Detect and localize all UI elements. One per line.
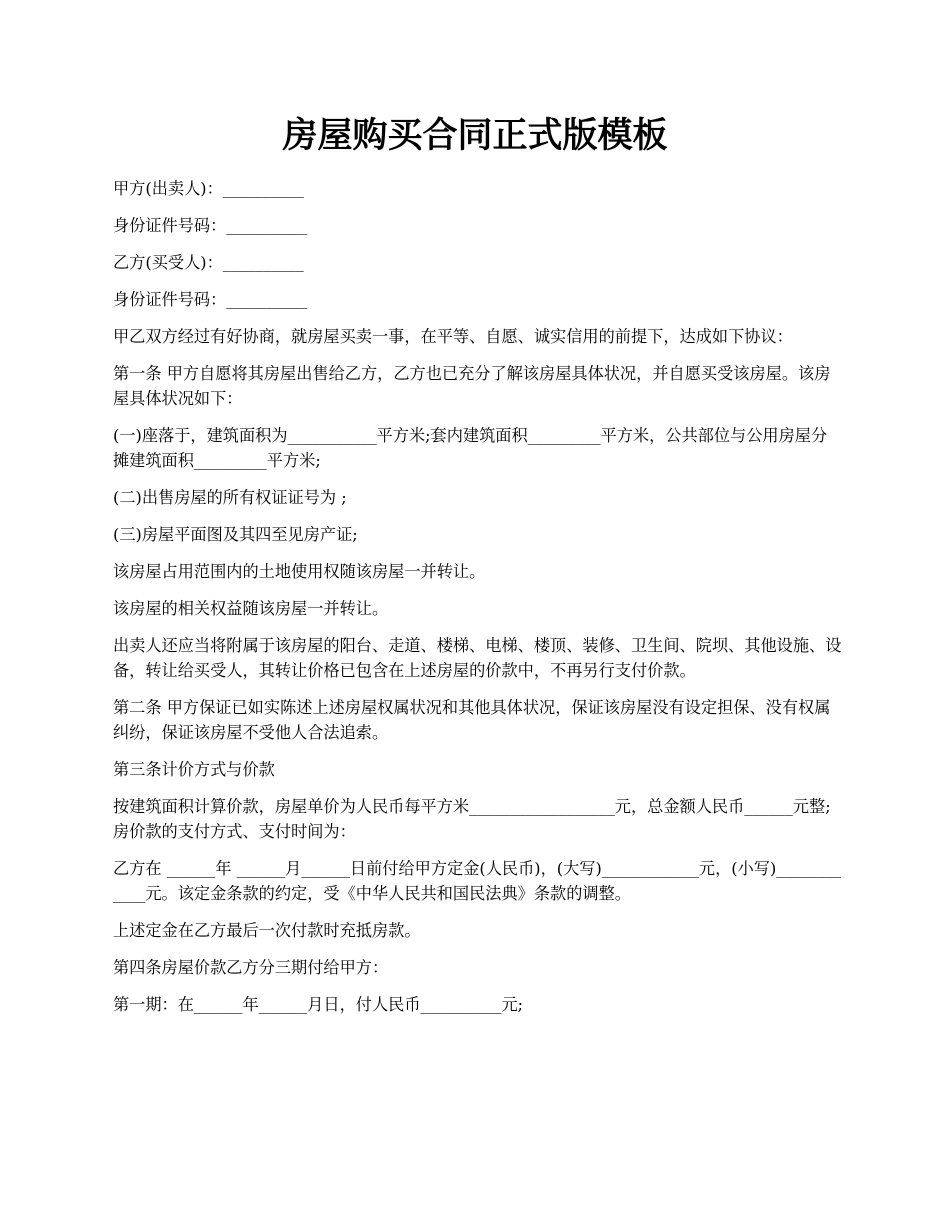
attachments-clause: 出卖人还应当将附属于该房屋的阳台、走道、楼梯、电梯、楼顶、装修、卫生间、院坝、其他设施、设备，转让给买受人，其转让价格已包含在上述房屋的价款中，不再另行支付价款。 <box>113 636 842 680</box>
article-4-heading: 第四条房屋价款乙方分三期付给甲方： <box>113 958 389 977</box>
party-a-id-number: 身份证件号码：__________ <box>113 216 308 235</box>
agreement-preamble: 甲乙双方经过有好协商，就房屋买卖一事，在平等、自愿、诚实信用的前提下，达成如下协议： <box>113 327 793 346</box>
party-a-seller: 甲方(出卖人)：__________ <box>113 179 304 198</box>
deposit-clause: 乙方在 ______年 ______月______日前付给甲方定金(人民币)，(大写)____________元，(小写)____________元。该定金条款的约定，受《中华人民共和国民法典》条款的调整。 <box>113 859 842 903</box>
article-1-item-1: (一)座落于，建筑面积为___________平方米;套内建筑面积_________平方米，公共部位与公用房屋分摊建筑面积_________平方米; <box>113 426 828 470</box>
document-title: 房屋购买合同正式版模板 <box>282 115 668 156</box>
document-body <box>113 176 843 1029</box>
deposit-offset-clause: 上述定金在乙方最后一次付款时充抵房款。 <box>113 921 421 940</box>
article-1-item-2: (二)出售房屋的所有权证证号为 ; <box>113 488 347 507</box>
article-1: 第一条 甲方自愿将其房屋出售给乙方，乙方也已充分了解该房屋具体状况，并自愿买受该房屋。该房屋具体状况如下： <box>113 364 831 408</box>
article-1-item-3: (三)房屋平面图及其四至见房产证; <box>113 525 358 544</box>
first-installment: 第一期：在______年______月日，付人民币__________元; <box>113 995 524 1014</box>
party-b-id-number: 身份证件号码：__________ <box>113 290 308 309</box>
price-calculation: 按建筑面积计算价款，房屋单价为人民币每平方米__________________元，总金额人民币______元整;房价款的支付方式、支付时间为： <box>113 797 831 841</box>
article-2: 第二条 甲方保证已如实陈述上述房屋权属状况和其他具体状况，保证该房屋没有设定担保、没有权属纠纷，保证该房屋不受他人合法追索。 <box>113 698 831 742</box>
related-rights-clause: 该房屋的相关权益随该房屋一并转让。 <box>113 599 389 618</box>
land-use-right-clause: 该房屋占用范围内的土地使用权随该房屋一并转让。 <box>113 562 486 581</box>
party-b-buyer: 乙方(买受人)：__________ <box>113 253 304 272</box>
article-3-heading: 第三条计价方式与价款 <box>113 760 275 779</box>
